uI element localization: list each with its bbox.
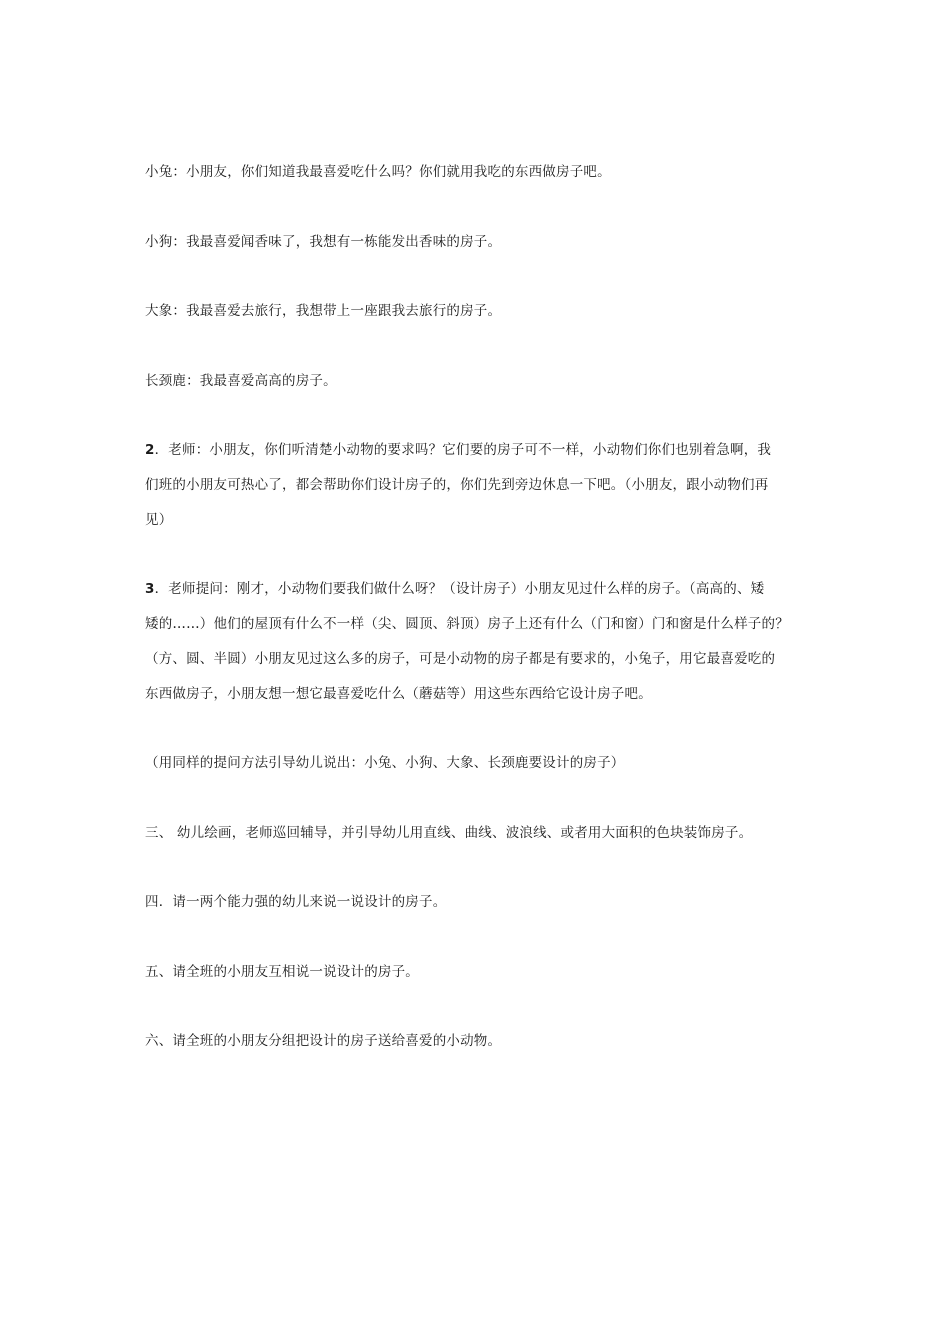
paragraph-section-6: 六、请全班的小朋友分组把设计的房子送给喜爱的小动物。 <box>145 1033 502 1049</box>
paragraph-item-2-line-1 <box>145 441 825 459</box>
paragraph-section-3: 三、 幼儿绘画，老师巡回辅导，并引导幼儿用直线、曲线、波浪线、或者用大面积的色块装饰房子。 <box>145 825 753 841</box>
paragraph-giraffe: 长颈鹿：我最喜爱高高的房子。 <box>145 373 337 389</box>
paragraph-dog: 小狗：我最喜爱闻香味了，我想有一栋能发出香味的房子。 <box>145 234 502 250</box>
paragraph-rabbit: 小兔：小朋友，你们知道我最喜爱吃什么吗？你们就用我吃的东西做房子吧。 <box>145 164 611 180</box>
item-number-3: 3 <box>145 581 155 597</box>
paragraph-item-3-line-2: 矮的……）他们的屋顶有什么不一样（尖、圆顶、斜顶）房子上还有什么（门和窗）门和窗是什么样子的？ <box>145 616 789 632</box>
paragraph-item-2-line-3: 见） <box>145 512 173 528</box>
item-2-text-line-1: 老师：小朋友，你们听清楚小动物的要求吗？它们要的房子可不一样，小动物们你们也别着急啊，我 <box>168 442 772 458</box>
item-number-2: 2 <box>145 442 155 458</box>
item-separator: ． <box>154 442 169 458</box>
paragraph-item-2-line-2: 们班的小朋友可热心了，都会帮助你们设计房子的，你们先到旁边休息一下吧。（小朋友，跟小动物们再 <box>145 477 769 493</box>
item-separator: ． <box>154 581 169 597</box>
paragraph-section-5: 五、请全班的小朋友互相说一说设计的房子。 <box>145 964 419 980</box>
item-3-text-line-1: 老师提问：刚才，小动物们要我们做什么呀？（设计房子）小朋友见过什么样的房子。（高高的、矮 <box>168 581 765 597</box>
paragraph-elephant: 大象：我最喜爱去旅行，我想带上一座跟我去旅行的房子。 <box>145 303 502 319</box>
paragraph-item-3-line-1 <box>145 580 825 598</box>
paragraph-guidance-note: （用同样的提问方法引导幼儿说出：小兔、小狗、大象、长颈鹿要设计的房子） <box>145 755 625 771</box>
paragraph-item-3-line-4: 东西做房子，小朋友想一想它最喜爱吃什么（蘑菇等）用这些东西给它设计房子吧。 <box>145 686 652 702</box>
paragraph-section-4: 四．请一两个能力强的幼儿来说一说设计的房子。 <box>145 894 447 910</box>
paragraph-item-3-line-3: （方、圆、半圆）小朋友见过这么多的房子，可是小动物的房子都是有要求的，小兔子，用它最喜爱吃的 <box>145 651 776 667</box>
